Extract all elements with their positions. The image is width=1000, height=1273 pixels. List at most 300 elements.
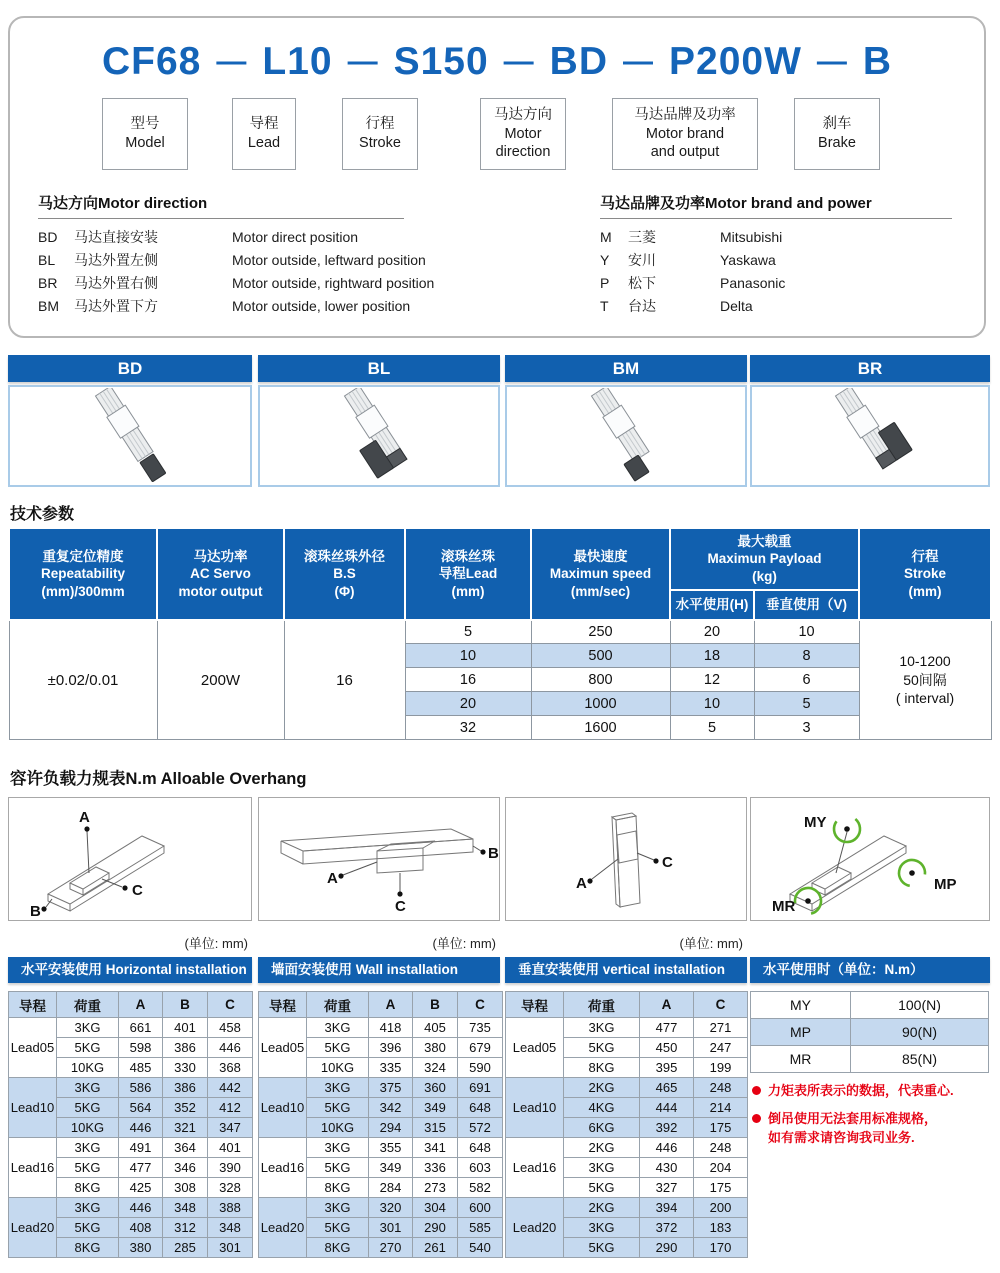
lead-group-cell: Lead05 — [506, 1018, 564, 1078]
legend-cn: 台达 — [628, 298, 656, 314]
variant-band — [0, 355, 1000, 490]
model-box-line: 导程 — [249, 116, 279, 133]
tech-cell: 12 — [670, 668, 754, 692]
variant-panel-br — [750, 355, 990, 487]
table-cell: 396 — [369, 1038, 413, 1058]
table-cell: 290 — [640, 1238, 694, 1258]
table-cell: 394 — [640, 1198, 694, 1218]
table-cell: 100(N) — [851, 992, 989, 1019]
table-cell: 5KG — [57, 1158, 119, 1178]
table-cell: 284 — [369, 1178, 413, 1198]
table-cell: 5KG — [564, 1178, 640, 1198]
table-cell: 3KG — [307, 1198, 369, 1218]
table-row — [259, 1138, 503, 1158]
table-cell: 271 — [694, 1018, 748, 1038]
motor-brand-title: 马达品牌及功率Motor brand and power — [600, 192, 952, 219]
table-cell: 458 — [208, 1018, 253, 1038]
table-cell: 3KG — [57, 1198, 119, 1218]
table-cell: 5KG — [57, 1218, 119, 1238]
model-box-line: Motor brand — [645, 125, 725, 142]
table-cell: 375 — [369, 1078, 413, 1098]
table-cell: 564 — [119, 1098, 163, 1118]
table-cell: MP — [751, 1019, 851, 1046]
table-cell: 328 — [208, 1178, 253, 1198]
table-cell: 10KG — [57, 1058, 119, 1078]
legend-en: Panasonic — [720, 275, 786, 291]
actuator-image — [264, 388, 494, 484]
table-cell: 247 — [694, 1038, 748, 1058]
table-cell: 4KG — [564, 1098, 640, 1118]
table-cell: 5KG — [564, 1238, 640, 1258]
tech-col-header: 最大载重 Maximun Payload (kg) — [670, 528, 859, 590]
tech-cell: 800 — [531, 668, 670, 692]
table-cell: 273 — [413, 1178, 458, 1198]
bullet-icon — [752, 1114, 761, 1123]
svg-text:C: C — [395, 898, 406, 915]
table-cell: 315 — [413, 1118, 458, 1138]
table-cell: 349 — [413, 1098, 458, 1118]
tech-cell: 8 — [754, 644, 859, 668]
tech-cell: 10-1200 50间隔 ( interval) — [859, 620, 991, 740]
note-item — [752, 1110, 992, 1148]
tech-cell: 20 — [405, 692, 531, 716]
table-row — [9, 1198, 253, 1218]
table-cell: 590 — [458, 1058, 503, 1078]
model-box-line: 行程 — [365, 116, 395, 133]
legend-code: BM — [38, 298, 59, 314]
model-box-line: 刹车 — [822, 116, 852, 133]
moment-table — [750, 991, 989, 1073]
table-cell: 5KG — [564, 1038, 640, 1058]
table-row — [506, 1198, 748, 1218]
table-cell: 5KG — [307, 1038, 369, 1058]
model-code-section — [8, 16, 986, 338]
tech-cell: 5 — [405, 620, 531, 644]
legend-code: T — [600, 298, 609, 314]
table-cell: 3KG — [564, 1158, 640, 1178]
legend-en: Delta — [720, 298, 753, 314]
model-code-separator: — — [816, 45, 848, 78]
legend-section — [10, 192, 984, 315]
table-cell: 3KG — [564, 1218, 640, 1238]
legend-code: Y — [600, 252, 610, 268]
model-code-separator: — — [623, 45, 655, 78]
table-cell: 347 — [208, 1118, 253, 1138]
table-cell: 199 — [694, 1058, 748, 1078]
legend-code: BL — [38, 252, 56, 268]
lead-group-cell: Lead20 — [9, 1198, 57, 1258]
overhang-diagram-4-svg — [752, 799, 988, 919]
tech-cell: ±0.02/0.01 — [9, 620, 157, 740]
table-cell: 349 — [369, 1158, 413, 1178]
table-cell: 5KG — [307, 1158, 369, 1178]
model-code-box — [480, 98, 566, 170]
model-code-separator: — — [503, 45, 535, 78]
table-cell: 8KG — [307, 1178, 369, 1198]
table-cell: 204 — [694, 1158, 748, 1178]
table-cell: 465 — [640, 1078, 694, 1098]
tech-cell: 1000 — [531, 692, 670, 716]
legend-code: M — [600, 229, 612, 245]
column-header: C — [694, 992, 748, 1018]
model-code-box — [102, 98, 188, 170]
horizontal-table-header: 水平安装使用 Horizontal installation — [8, 957, 252, 983]
lead-group-cell: Lead20 — [506, 1198, 564, 1258]
table-cell: 324 — [413, 1058, 458, 1078]
table-cell: 386 — [163, 1078, 208, 1098]
lead-group-cell: Lead16 — [259, 1138, 307, 1198]
legend-cn: 马达直接安装 — [74, 229, 158, 245]
table-cell: 321 — [163, 1118, 208, 1138]
table-cell: 335 — [369, 1058, 413, 1078]
table-cell: 330 — [163, 1058, 208, 1078]
table-row — [506, 1138, 748, 1158]
table-cell: 3KG — [307, 1018, 369, 1038]
table-cell: 294 — [369, 1118, 413, 1138]
unit-label-horizontal: (单位: mm) — [184, 936, 248, 951]
table-cell: 598 — [119, 1038, 163, 1058]
table-cell: 401 — [163, 1018, 208, 1038]
model-code-segment: B — [862, 40, 893, 83]
table-cell: 5KG — [307, 1218, 369, 1238]
lead-group-cell: Lead20 — [259, 1198, 307, 1258]
table-cell: 175 — [694, 1118, 748, 1138]
column-header: 荷重 — [307, 992, 369, 1018]
model-code-box — [612, 98, 758, 170]
table-cell: 336 — [413, 1158, 458, 1178]
table-row — [9, 1018, 253, 1038]
table-row — [259, 1078, 503, 1098]
tech-cell: 5 — [670, 716, 754, 740]
table-cell: 430 — [640, 1158, 694, 1178]
tech-col-header: 滚珠丝珠 导程Lead (mm) — [405, 528, 531, 620]
table-cell: 348 — [163, 1198, 208, 1218]
svg-text:B: B — [30, 903, 41, 919]
note-text: 倒吊使用无法套用标准规格， 如有需求请咨询我司业务. — [768, 1110, 938, 1145]
table-cell: 3KG — [57, 1078, 119, 1098]
table-cell: 10KG — [307, 1118, 369, 1138]
model-box-line: and output — [650, 144, 720, 161]
legend-cn: 松下 — [628, 275, 656, 291]
table-cell: 183 — [694, 1218, 748, 1238]
table-cell: 2KG — [564, 1198, 640, 1218]
table-cell: 248 — [694, 1078, 748, 1098]
column-header: 导程 — [259, 992, 307, 1018]
notes — [752, 1082, 992, 1157]
table-cell: 477 — [119, 1158, 163, 1178]
table-cell: 3KG — [57, 1138, 119, 1158]
table-cell: 200 — [694, 1198, 748, 1218]
model-code-box — [342, 98, 418, 170]
svg-text:MP: MP — [934, 876, 957, 893]
svg-text:C: C — [132, 882, 143, 899]
table-cell: MY — [751, 992, 851, 1019]
table-cell: 380 — [119, 1238, 163, 1258]
unit-label-wall: (单位: mm) — [432, 936, 496, 951]
variant-label: BD — [8, 355, 252, 382]
table-cell: 360 — [413, 1078, 458, 1098]
install-table-0 — [8, 991, 253, 1258]
table-cell: 342 — [369, 1098, 413, 1118]
table-cell: 586 — [119, 1078, 163, 1098]
legend-cn: 安川 — [628, 252, 656, 268]
table-cell: 3KG — [57, 1018, 119, 1038]
tech-cell: 5 — [754, 692, 859, 716]
lead-group-cell: Lead16 — [506, 1138, 564, 1198]
table-cell: 648 — [458, 1138, 503, 1158]
model-code-box — [232, 98, 296, 170]
table-cell: 346 — [163, 1158, 208, 1178]
table-cell: 8KG — [57, 1238, 119, 1258]
bullet-icon — [752, 1086, 761, 1095]
table-cell: 3KG — [307, 1138, 369, 1158]
table-cell: 214 — [694, 1098, 748, 1118]
overhang-diagram-2-svg — [259, 799, 499, 919]
table-cell: 491 — [119, 1138, 163, 1158]
model-box-line: 型号 — [130, 116, 160, 133]
tech-cell: 16 — [284, 620, 405, 740]
legend-code: P — [600, 275, 610, 291]
column-header: C — [208, 992, 253, 1018]
table-cell: 386 — [163, 1038, 208, 1058]
overhang-diagram-2 — [258, 797, 500, 921]
tech-col-header: 垂直使用（V) — [754, 590, 859, 620]
model-box-line: Motor — [504, 125, 542, 142]
table-cell: 312 — [163, 1218, 208, 1238]
table-cell: 5KG — [57, 1038, 119, 1058]
svg-text:MR: MR — [772, 898, 796, 915]
table-cell: 442 — [208, 1078, 253, 1098]
table-row — [751, 1046, 989, 1073]
table-cell: 582 — [458, 1178, 503, 1198]
actuator-image — [755, 388, 985, 484]
table-cell: 8KG — [57, 1178, 119, 1198]
variant-panel-bd — [8, 355, 252, 487]
table-cell: 290 — [413, 1218, 458, 1238]
legend-en: Motor outside, rightward position — [232, 275, 435, 291]
variant-panel-bl — [258, 355, 500, 487]
table-cell: 348 — [208, 1218, 253, 1238]
table-cell: 572 — [458, 1118, 503, 1138]
table-cell: 10KG — [57, 1118, 119, 1138]
tech-cell: 10 — [670, 692, 754, 716]
table-cell: 418 — [369, 1018, 413, 1038]
model-box-line: 马达品牌及功率 — [634, 106, 736, 123]
actuator-photo — [505, 385, 747, 487]
model-code-boxes — [10, 98, 984, 170]
tech-cell: 500 — [531, 644, 670, 668]
model-code-segment: BD — [549, 40, 609, 83]
lead-group-cell: Lead16 — [9, 1138, 57, 1198]
tech-cell: 32 — [405, 716, 531, 740]
overhang-diagram-4 — [750, 797, 990, 921]
model-code-row — [10, 18, 984, 84]
table-cell: 2KG — [564, 1138, 640, 1158]
lead-group-cell: Lead10 — [9, 1078, 57, 1138]
table-cell: 304 — [413, 1198, 458, 1218]
table-cell: 8KG — [307, 1238, 369, 1258]
tech-cell: 1600 — [531, 716, 670, 740]
table-row — [751, 992, 989, 1019]
table-row — [751, 1019, 989, 1046]
tech-col-header: 马达功率 AC Servo motor output — [157, 528, 284, 620]
model-box-line: Lead — [247, 135, 281, 151]
table-cell: 2KG — [564, 1078, 640, 1098]
column-header: C — [458, 992, 503, 1018]
table-cell: 477 — [640, 1018, 694, 1038]
moment-table-header: 水平使用时（单位：N.m） — [750, 957, 990, 983]
table-cell: 175 — [694, 1178, 748, 1198]
legend-cn: 三菱 — [628, 229, 656, 245]
table-cell: 85(N) — [851, 1046, 989, 1073]
motor-brand-list — [600, 228, 972, 315]
model-code-box — [794, 98, 880, 170]
model-box-line: 马达方向 — [494, 106, 552, 123]
tech-cell: 10 — [754, 620, 859, 644]
actuator-image — [511, 388, 741, 484]
model-code-segment: CF68 — [102, 40, 202, 83]
table-cell: 444 — [640, 1098, 694, 1118]
table-cell: 408 — [119, 1218, 163, 1238]
legend-code: BR — [38, 275, 58, 291]
svg-text:A: A — [327, 870, 338, 887]
table-cell: 380 — [413, 1038, 458, 1058]
table-cell: 405 — [413, 1018, 458, 1038]
table-cell: 285 — [163, 1238, 208, 1258]
model-code-separator: — — [347, 45, 379, 78]
lead-group-cell: Lead10 — [259, 1078, 307, 1138]
tech-col-header: 最快速度 Maximun speed (mm/sec) — [531, 528, 670, 620]
column-header: B — [163, 992, 208, 1018]
tech-cell: 200W — [157, 620, 284, 740]
tech-table — [8, 527, 992, 740]
tech-cell: 18 — [670, 644, 754, 668]
model-box-line: Stroke — [359, 135, 401, 151]
table-cell: 735 — [458, 1018, 503, 1038]
tech-cell: 3 — [754, 716, 859, 740]
table-cell: 540 — [458, 1238, 503, 1258]
model-code-segment: P200W — [669, 40, 802, 83]
table-cell: 341 — [413, 1138, 458, 1158]
actuator-photo — [750, 385, 990, 487]
column-header: A — [640, 992, 694, 1018]
tech-cell: 10 — [405, 644, 531, 668]
table-cell: 261 — [413, 1238, 458, 1258]
table-cell: 446 — [119, 1198, 163, 1218]
table-cell: 248 — [694, 1138, 748, 1158]
table-cell: 8KG — [564, 1058, 640, 1078]
table-cell: 364 — [163, 1138, 208, 1158]
table-cell: 368 — [208, 1058, 253, 1078]
actuator-image — [15, 388, 245, 484]
actuator-photo — [8, 385, 252, 487]
legend-code: BD — [38, 229, 58, 245]
note-text: 力矩表所表示的数据，代表重心. — [768, 1083, 954, 1098]
column-header: B — [413, 992, 458, 1018]
table-cell: 5KG — [57, 1098, 119, 1118]
column-header: A — [369, 992, 413, 1018]
table-row — [259, 1018, 503, 1038]
table-row — [259, 1198, 503, 1218]
svg-text:C: C — [662, 854, 673, 871]
table-cell: 661 — [119, 1018, 163, 1038]
table-cell: 5KG — [307, 1098, 369, 1118]
model-box-line: Brake — [818, 135, 856, 151]
legend-cn: 马达外置下方 — [74, 298, 158, 314]
model-code-separator: — — [216, 45, 248, 78]
svg-text:B: B — [488, 845, 499, 862]
variant-label: BR — [750, 355, 990, 382]
table-cell: 648 — [458, 1098, 503, 1118]
vertical-table-header: 垂直安装使用 vertical installation — [505, 957, 747, 983]
variant-label: BL — [258, 355, 500, 382]
table-cell: 372 — [640, 1218, 694, 1238]
legend-en: Motor outside, lower position — [232, 298, 411, 314]
install-table-1 — [258, 991, 503, 1258]
actuator-photo — [258, 385, 500, 487]
table-cell: 90(N) — [851, 1019, 989, 1046]
variant-panel-bm — [505, 355, 747, 487]
legend-en: Mitsubishi — [720, 229, 783, 245]
tech-section-title: 技术参数 — [10, 506, 75, 523]
table-cell: 401 — [208, 1138, 253, 1158]
table-cell: 691 — [458, 1078, 503, 1098]
table-cell: 6KG — [564, 1118, 640, 1138]
tech-col-header: 水平使用(H) — [670, 590, 754, 620]
table-cell: 446 — [119, 1118, 163, 1138]
tech-cell: 6 — [754, 668, 859, 692]
table-cell: 395 — [640, 1058, 694, 1078]
lead-group-cell: Lead05 — [259, 1018, 307, 1078]
legend-cn: 马达外置右侧 — [74, 275, 158, 291]
column-header: 荷重 — [564, 992, 640, 1018]
legend-cn: 马达外置左侧 — [74, 252, 158, 268]
motor-brand-legend — [600, 192, 972, 315]
tech-col-header: 行程 Stroke (mm) — [859, 528, 991, 620]
svg-text:A: A — [576, 875, 587, 892]
table-cell: 352 — [163, 1098, 208, 1118]
tech-cell: 16 — [405, 668, 531, 692]
table-cell: 392 — [640, 1118, 694, 1138]
table-row — [9, 1078, 253, 1098]
column-header: 导程 — [506, 992, 564, 1018]
svg-text:A: A — [79, 809, 90, 826]
model-code-segment: L10 — [262, 40, 333, 83]
table-cell: 3KG — [564, 1018, 640, 1038]
motor-direction-title: 马达方向Motor direction — [38, 192, 404, 219]
table-cell: 10KG — [307, 1058, 369, 1078]
legend-en: Motor outside, leftward position — [232, 252, 426, 268]
legend-en: Motor direct position — [232, 229, 359, 245]
column-header: 荷重 — [57, 992, 119, 1018]
column-header: A — [119, 992, 163, 1018]
table-cell: 301 — [208, 1238, 253, 1258]
table-row — [506, 1078, 748, 1098]
table-cell: 603 — [458, 1158, 503, 1178]
unit-label-vertical: (单位: mm) — [679, 936, 743, 951]
table-cell: 446 — [640, 1138, 694, 1158]
tech-col-header: 重复定位精度 Repeatability (mm)/300mm — [9, 528, 157, 620]
wall-table-header: 墙面安装使用 Wall installation — [258, 957, 500, 983]
table-cell: 3KG — [307, 1078, 369, 1098]
overhang-diagram-1-svg — [10, 799, 250, 919]
tech-col-header: 滚珠丝珠外径 B.S (Φ) — [284, 528, 405, 620]
tech-cell: 250 — [531, 620, 670, 644]
svg-text:MY: MY — [804, 814, 827, 831]
model-box-line: direction — [495, 144, 551, 161]
motor-direction-list — [38, 228, 600, 315]
table-cell: 301 — [369, 1218, 413, 1238]
